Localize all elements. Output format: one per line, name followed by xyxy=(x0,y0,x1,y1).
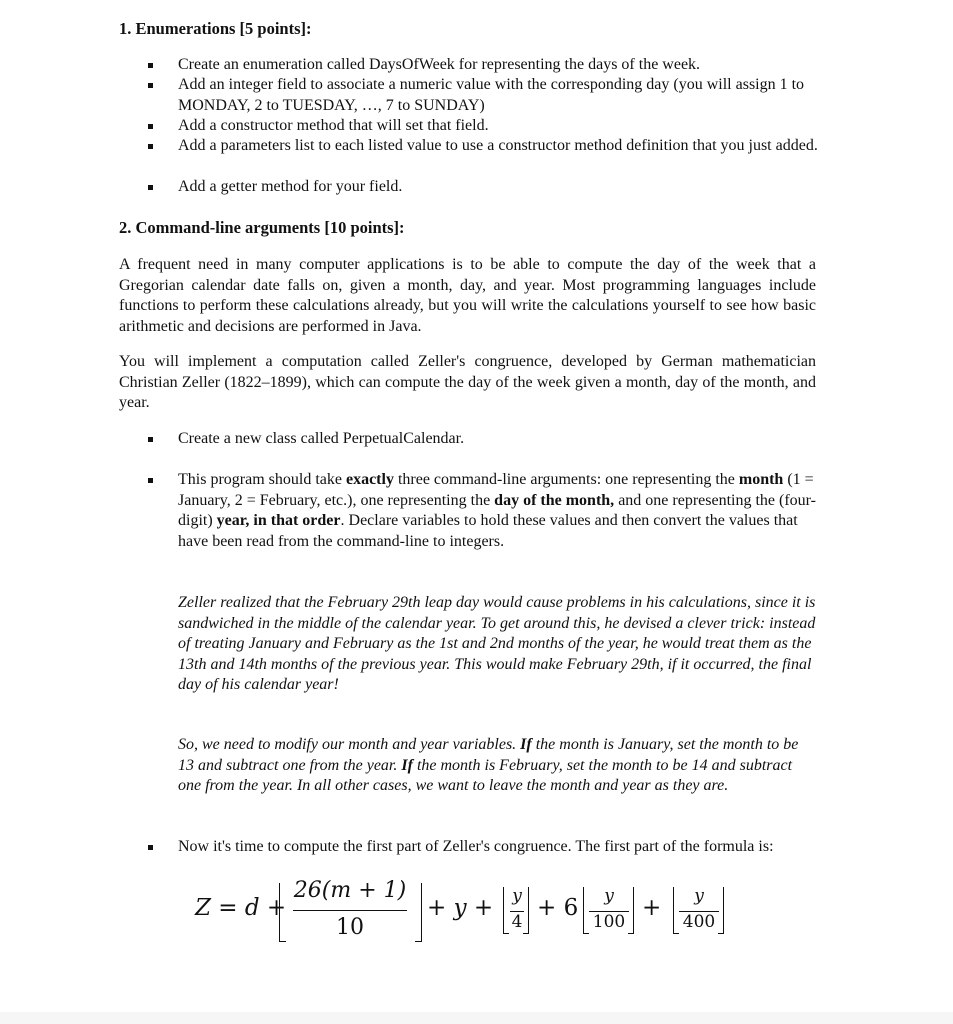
formula-plus-six: + 6 xyxy=(537,895,579,921)
fraction-numerator: y xyxy=(512,886,522,906)
fraction-bar xyxy=(293,910,407,911)
section-2-heading: 2. Command-line arguments [10 points]: xyxy=(119,218,405,237)
fraction-denominator: 10 xyxy=(336,915,364,940)
floor-bracket-right xyxy=(718,887,724,934)
intro-paragraph: A frequent need in many computer applications is to be able to compute the day of the week that a Gregorian calendar date falls on, given a month, day, and year. Most programming languages include functions to perform these calculations already, but you will write the calculations yourself to see how basic arithmetic and decisions are performed in Java. xyxy=(119,256,816,335)
floor-bracket-right xyxy=(523,887,529,934)
section-1-heading: 1. Enumerations [5 points]: xyxy=(119,19,312,38)
enum-bullet-3: Add a constructor method that will set that field. xyxy=(178,117,489,134)
leap-day-note: Zeller realized that the February 29th leap day would cause problems in his calculations, since it is sandwiched in the middle of the calendar year. To get around this, he devised a clever trick: instead of treating January and February as the 1st and 2nd months of the year, he would treat them as the 13th and 14th months of the previous year. This would make February 29th, if it occurred, the final day of his calendar year! xyxy=(178,594,816,693)
fraction-denominator: 100 xyxy=(592,912,626,932)
fraction-denominator: 4 xyxy=(511,912,523,932)
fraction-numerator: 26(m + 1) xyxy=(293,878,407,903)
month-year-note: So, we need to modify our month and year variables. If the month is January, set the month to be 13 and subtract one from the year. If the month is February, set the month to be 14 and subtract one from the year. In all other cases, we want to leave the month and year as they are. xyxy=(178,736,799,794)
bullet-marker xyxy=(148,144,153,149)
page-bottom-edge xyxy=(0,1012,953,1024)
fraction-numerator: y xyxy=(694,886,704,906)
bullet-marker xyxy=(148,63,153,68)
bullet-marker xyxy=(148,845,153,850)
formula-lhs: Z = d + xyxy=(195,895,287,921)
zeller-paragraph: You will implement a computation called Zeller's congruence, developed by German mathematician Christian Zeller (1822–1899), which can compute the day of the week given a month, day of the month, and year. xyxy=(119,353,816,411)
floor-bracket-right xyxy=(415,883,422,942)
floor-bracket-right xyxy=(628,887,634,934)
fraction-numerator: y xyxy=(604,886,614,906)
bullet-marker xyxy=(148,185,153,190)
class-bullet: Create a new class called PerpetualCalendar. xyxy=(178,430,465,447)
enum-bullet-2: Add an integer field to associate a numeric value with the corresponding day (you will assign 1 to MONDAY, 2 to TUESDAY, …, 7 to SUNDAY) xyxy=(178,76,805,114)
zeller-formula xyxy=(195,878,775,948)
bullet-marker xyxy=(148,83,153,88)
fraction-denominator: 400 xyxy=(682,912,716,932)
formula-plus: + xyxy=(642,895,662,921)
bullet-marker xyxy=(148,437,153,442)
formula-bullet: Now it's time to compute the first part of Zeller's congruence. The first part of the formula is: xyxy=(178,838,774,855)
bullet-marker xyxy=(148,478,153,483)
formula-plus-y: + y + xyxy=(427,895,494,921)
enum-bullet-5: Add a getter method for your field. xyxy=(178,178,403,195)
arguments-bullet: This program should take exactly three command-line arguments: one representing the month (1 = January, 2 = February, etc.), one representing the day of the month, and one representing the (four-digit) year, in that order. Declare variables to hold these values and then convert the values that have been read from the command-line to integers. xyxy=(178,471,817,550)
bullet-marker xyxy=(148,124,153,129)
enum-bullet-1: Create an enumeration called DaysOfWeek for representing the days of the week. xyxy=(178,56,701,73)
enum-bullet-4: Add a parameters list to each listed value to use a constructor method definition that you just added. xyxy=(178,137,818,154)
